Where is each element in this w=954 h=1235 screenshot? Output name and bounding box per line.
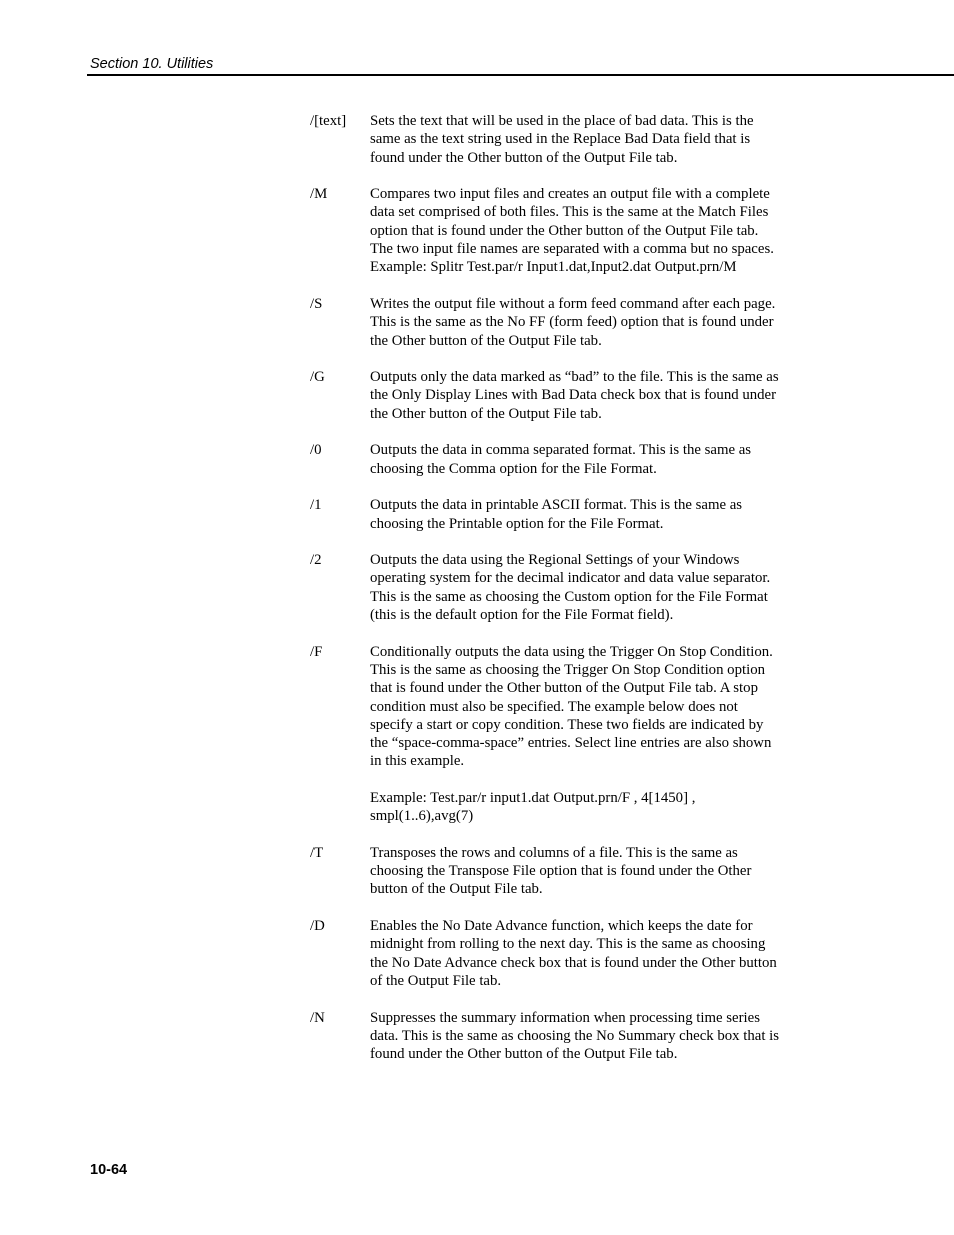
option-flag: /F bbox=[310, 643, 323, 660]
option-entry bbox=[310, 112, 810, 167]
option-entry bbox=[310, 368, 810, 423]
description-line: Example: Splitr Test.par/r Input1.dat,Input2.dat Output.prn/M bbox=[370, 259, 737, 276]
description-line: option that is found under the Other button of the Output File tab. bbox=[370, 222, 759, 239]
option-entry bbox=[310, 295, 810, 350]
description-line: the Other button of the Output File tab. bbox=[370, 332, 602, 349]
description-line: Writes the output file without a form feed command after each page. bbox=[370, 295, 776, 312]
description-line: Outputs the data in printable ASCII format. This is the same as bbox=[370, 497, 743, 514]
option-flag: /D bbox=[310, 918, 325, 935]
description-line: This is the same as choosing the Custom option for the File Format bbox=[370, 588, 768, 605]
page-number: 10-64 bbox=[90, 1162, 128, 1178]
description-line: in this example. bbox=[370, 753, 465, 770]
option-description bbox=[370, 844, 810, 899]
description-line: that is found under the Other button of the Output File tab. A stop bbox=[370, 680, 758, 697]
description-line: specify a start or copy condition. These two fields are indicated by bbox=[370, 716, 764, 733]
option-flag: /1 bbox=[310, 497, 322, 514]
option-flag: /[text] bbox=[310, 113, 347, 129]
option-entry bbox=[310, 844, 810, 899]
option-description bbox=[370, 295, 810, 350]
option-entry bbox=[310, 551, 810, 624]
option-entry bbox=[310, 496, 810, 533]
description-line: the “space-comma-space” entries. Select line entries are also shown bbox=[370, 735, 772, 752]
command-line-options-list bbox=[310, 112, 810, 1082]
option-description bbox=[370, 1009, 810, 1064]
option-flag: /N bbox=[310, 1009, 325, 1026]
option-flag: /M bbox=[310, 186, 328, 203]
option-entry bbox=[310, 1009, 810, 1064]
description-line: the Only Display Lines with Bad Data check box that is found under bbox=[370, 387, 777, 404]
option-description bbox=[370, 551, 810, 624]
description-line: Transposes the rows and columns of a file. This is the same as bbox=[370, 844, 738, 861]
description-line: Outputs the data using the Regional Settings of your Windows bbox=[370, 552, 740, 569]
description-line: data set comprised of both files. This is the same at the Match Files bbox=[370, 204, 769, 221]
option-description bbox=[370, 917, 810, 990]
description-line: This is the same as choosing the Trigger On Stop Condition option bbox=[370, 661, 765, 678]
option-description bbox=[370, 185, 810, 276]
header-divider bbox=[87, 74, 954, 76]
option-description bbox=[370, 368, 810, 423]
option-flag: /S bbox=[310, 295, 323, 312]
option-flag: /2 bbox=[310, 552, 322, 569]
option-description bbox=[370, 441, 810, 478]
description-line: choosing the Transpose File option that is found under the Other bbox=[370, 863, 752, 880]
option-entry bbox=[310, 917, 810, 990]
description-line: Compares two input files and creates an output file with a complete bbox=[370, 186, 770, 203]
description-line: operating system for the decimal indicator and data value separator. bbox=[370, 570, 771, 587]
description-line: Outputs the data in comma separated format. This is the same as bbox=[370, 442, 752, 459]
description-line: data. This is the same as choosing the No Summary check box that is bbox=[370, 1027, 780, 1044]
description-line: This is the same as the No FF (form feed) option that is found under bbox=[370, 314, 774, 331]
description-line: Conditionally outputs the data using the Trigger On Stop Condition. bbox=[370, 643, 773, 660]
description-line: choosing the Comma option for the File Format. bbox=[370, 460, 657, 477]
option-description bbox=[370, 496, 810, 533]
description-line: The two input file names are separated with a comma but no spaces. bbox=[370, 241, 774, 258]
option-description bbox=[370, 112, 810, 167]
description-line: the No Date Advance check box that is found under the Other button bbox=[370, 954, 777, 971]
option-entry bbox=[310, 643, 810, 826]
description-line: midnight from rolling to the next day. This is the same as choosing bbox=[370, 936, 766, 953]
option-entry bbox=[310, 441, 810, 478]
description-line: Outputs only the data marked as “bad” to the file. This is the same as bbox=[370, 369, 779, 386]
description-line: Suppresses the summary information when processing time series bbox=[370, 1009, 760, 1026]
option-flag: /T bbox=[310, 844, 324, 861]
option-entry bbox=[310, 185, 810, 276]
description-line: (this is the default option for the File Format field). bbox=[370, 607, 674, 624]
option-example bbox=[370, 789, 810, 826]
option-flag: /0 bbox=[310, 442, 322, 459]
description-line: found under the Other button of the Output File tab. bbox=[370, 149, 678, 166]
description-line: the Other button of the Output File tab. bbox=[370, 405, 602, 422]
section-header: Section 10. Utilities bbox=[90, 56, 214, 72]
description-line: Enables the No Date Advance function, which keeps the date for bbox=[370, 918, 753, 935]
description-line: button of the Output File tab. bbox=[370, 881, 543, 898]
description-line: found under the Other button of the Output File tab. bbox=[370, 1046, 678, 1063]
example-line: Example: Test.par/r input1.dat Output.prn/F , 4[1450] , bbox=[370, 789, 696, 806]
description-line: choosing the Printable option for the File Format. bbox=[370, 515, 664, 532]
option-flag: /G bbox=[310, 369, 325, 386]
description-line: same as the text string used in the Replace Bad Data field that is bbox=[370, 131, 751, 148]
description-line: Sets the text that will be used in the place of bad data. This is the bbox=[370, 113, 754, 129]
example-line: smpl(1..6),avg(7) bbox=[370, 808, 474, 825]
option-description bbox=[370, 643, 810, 826]
description-line: of the Output File tab. bbox=[370, 972, 502, 989]
description-line: condition must also be specified. The example below does not bbox=[370, 698, 738, 715]
